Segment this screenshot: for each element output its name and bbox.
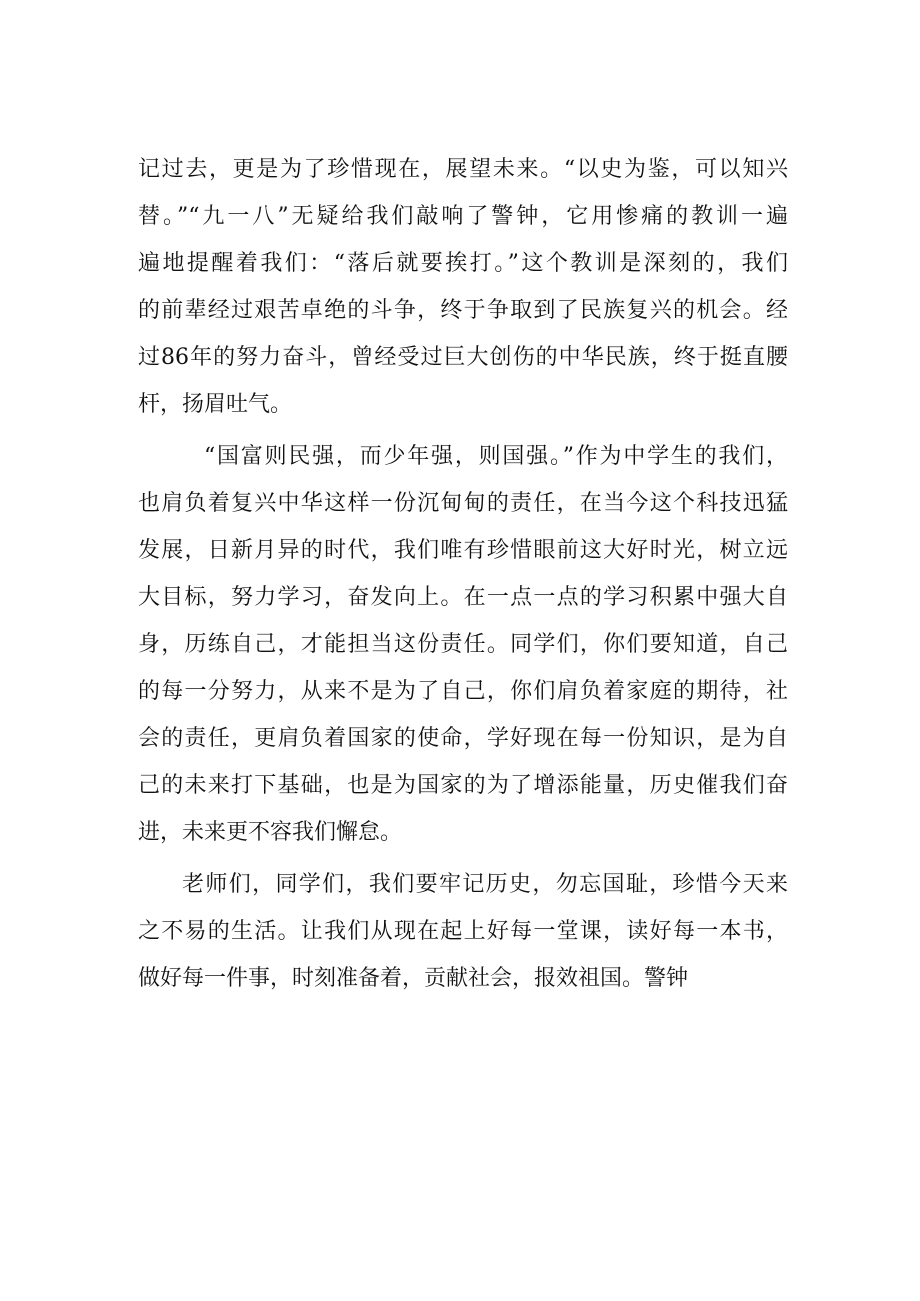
text-line: 进，未来更不容我们懈怠。 <box>138 820 403 845</box>
text-line: 记过去，更是为了珍惜现在，展望未来。“以史为鉴，可以知兴 <box>138 157 788 182</box>
text-line: 遍地提醒着我们：“落后就要挨打。”这个教训是深刻的，我们 <box>138 251 788 276</box>
text-line: 己的未来打下基础，也是为国家的为了增添能量，历史催我们奋 <box>138 773 788 798</box>
text-line: “国富则民强，而少年强，则国强。”作为中学生的我们， <box>204 444 788 469</box>
text-line: 大目标，努力学习，奋发向上。在一点一点的学习积累中强大自 <box>138 585 788 610</box>
text-line: 做好每一件事，时刻准备着，贡献社会，报效祖国。警钟 <box>138 966 689 991</box>
text-line: 身，历练自己，才能担当这份责任。同学们，你们要知道，自己 <box>138 632 788 657</box>
text-line: 之不易的生活。让我们从现在起上好每一堂课，读好每一本书， <box>138 919 788 944</box>
document-body <box>138 146 788 1002</box>
paragraph-3 <box>138 861 788 1002</box>
text-line: 会的责任，更肩负着国家的使命，学好现在每一份知识，是为自 <box>138 726 788 751</box>
text-line: 老师们，同学们，我们要牢记历史，勿忘国耻，珍惜今天来 <box>182 872 788 897</box>
paragraph-1 <box>138 146 788 428</box>
text-line: 的前辈经过艰苦卓绝的斗争，终于争取到了民族复兴的机会。经 <box>138 298 788 323</box>
text-line: 过86年的努力奋斗，曾经受过巨大创伤的中华民族，终于挺直腰 <box>138 345 788 370</box>
text-line: 杆，扬眉吐气。 <box>138 392 293 417</box>
text-line: 也肩负着复兴中华这样一份沉甸甸的责任，在当今这个科技迅猛 <box>138 491 788 516</box>
text-line: 发展，日新月异的时代，我们唯有珍惜眼前这大好时光，树立远 <box>138 538 788 563</box>
text-line: 替。”“九一八”无疑给我们敲响了警钟，它用惨痛的教训一遍 <box>138 204 788 229</box>
paragraph-2 <box>138 433 788 856</box>
text-line: 的每一分努力，从来不是为了自己，你们肩负着家庭的期待，社 <box>138 679 788 704</box>
